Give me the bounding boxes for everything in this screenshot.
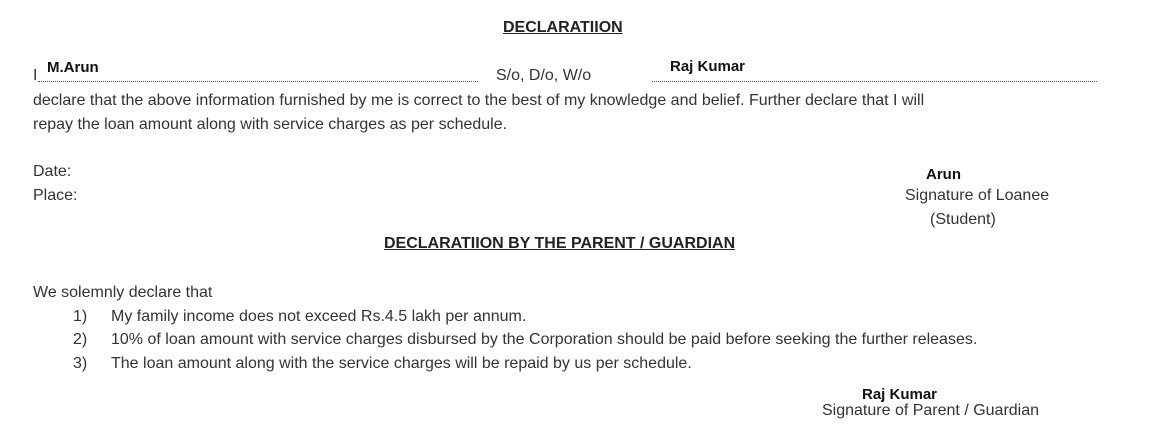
loanee-signature-sub: (Student)	[930, 211, 996, 228]
declarant-prefix: I	[33, 67, 38, 84]
list-item-number: 1)	[73, 308, 88, 325]
loanee-signature: Arun	[926, 166, 961, 183]
relation-label: S/o, D/o, W/o	[496, 67, 592, 84]
parent-signature-label: Signature of Parent / Guardian	[822, 402, 1040, 419]
list-item-text: 10% of loan amount with service charges disbursed by the Corporation should be paid before seeking the further releases.	[111, 331, 978, 348]
list-item-number: 3)	[73, 355, 88, 372]
date-label: Date:	[33, 163, 72, 180]
parent-name-filled: Raj Kumar	[670, 58, 746, 75]
place-label: Place:	[33, 187, 78, 204]
declarant-name: M.Arun	[47, 59, 99, 76]
parent-dotted-line	[652, 81, 1097, 82]
declaration-line-2: repay the loan amount along with service charges as per schedule.	[33, 116, 508, 133]
parent-declaration-title: DECLARATIION BY THE PARENT / GUARDIAN	[384, 235, 736, 252]
declaration-title: DECLARATIION	[503, 19, 623, 36]
parent-intro: We solemnly declare that	[33, 284, 213, 301]
parent-signature: Raj Kumar	[862, 386, 938, 403]
loanee-signature-label: Signature of Loanee	[905, 187, 1050, 204]
list-item-text: The loan amount along with the service charges will be repaid by us per schedule.	[111, 355, 692, 372]
list-item-text: My family income does not exceed Rs.4.5 lakh per annum.	[111, 308, 527, 325]
list-item-number: 2)	[73, 331, 88, 348]
declaration-line-1: declare that the above information furnished by me is correct to the best of my knowledge and belief. Further declare that I will	[33, 92, 925, 109]
name-dotted-line	[38, 81, 478, 82]
